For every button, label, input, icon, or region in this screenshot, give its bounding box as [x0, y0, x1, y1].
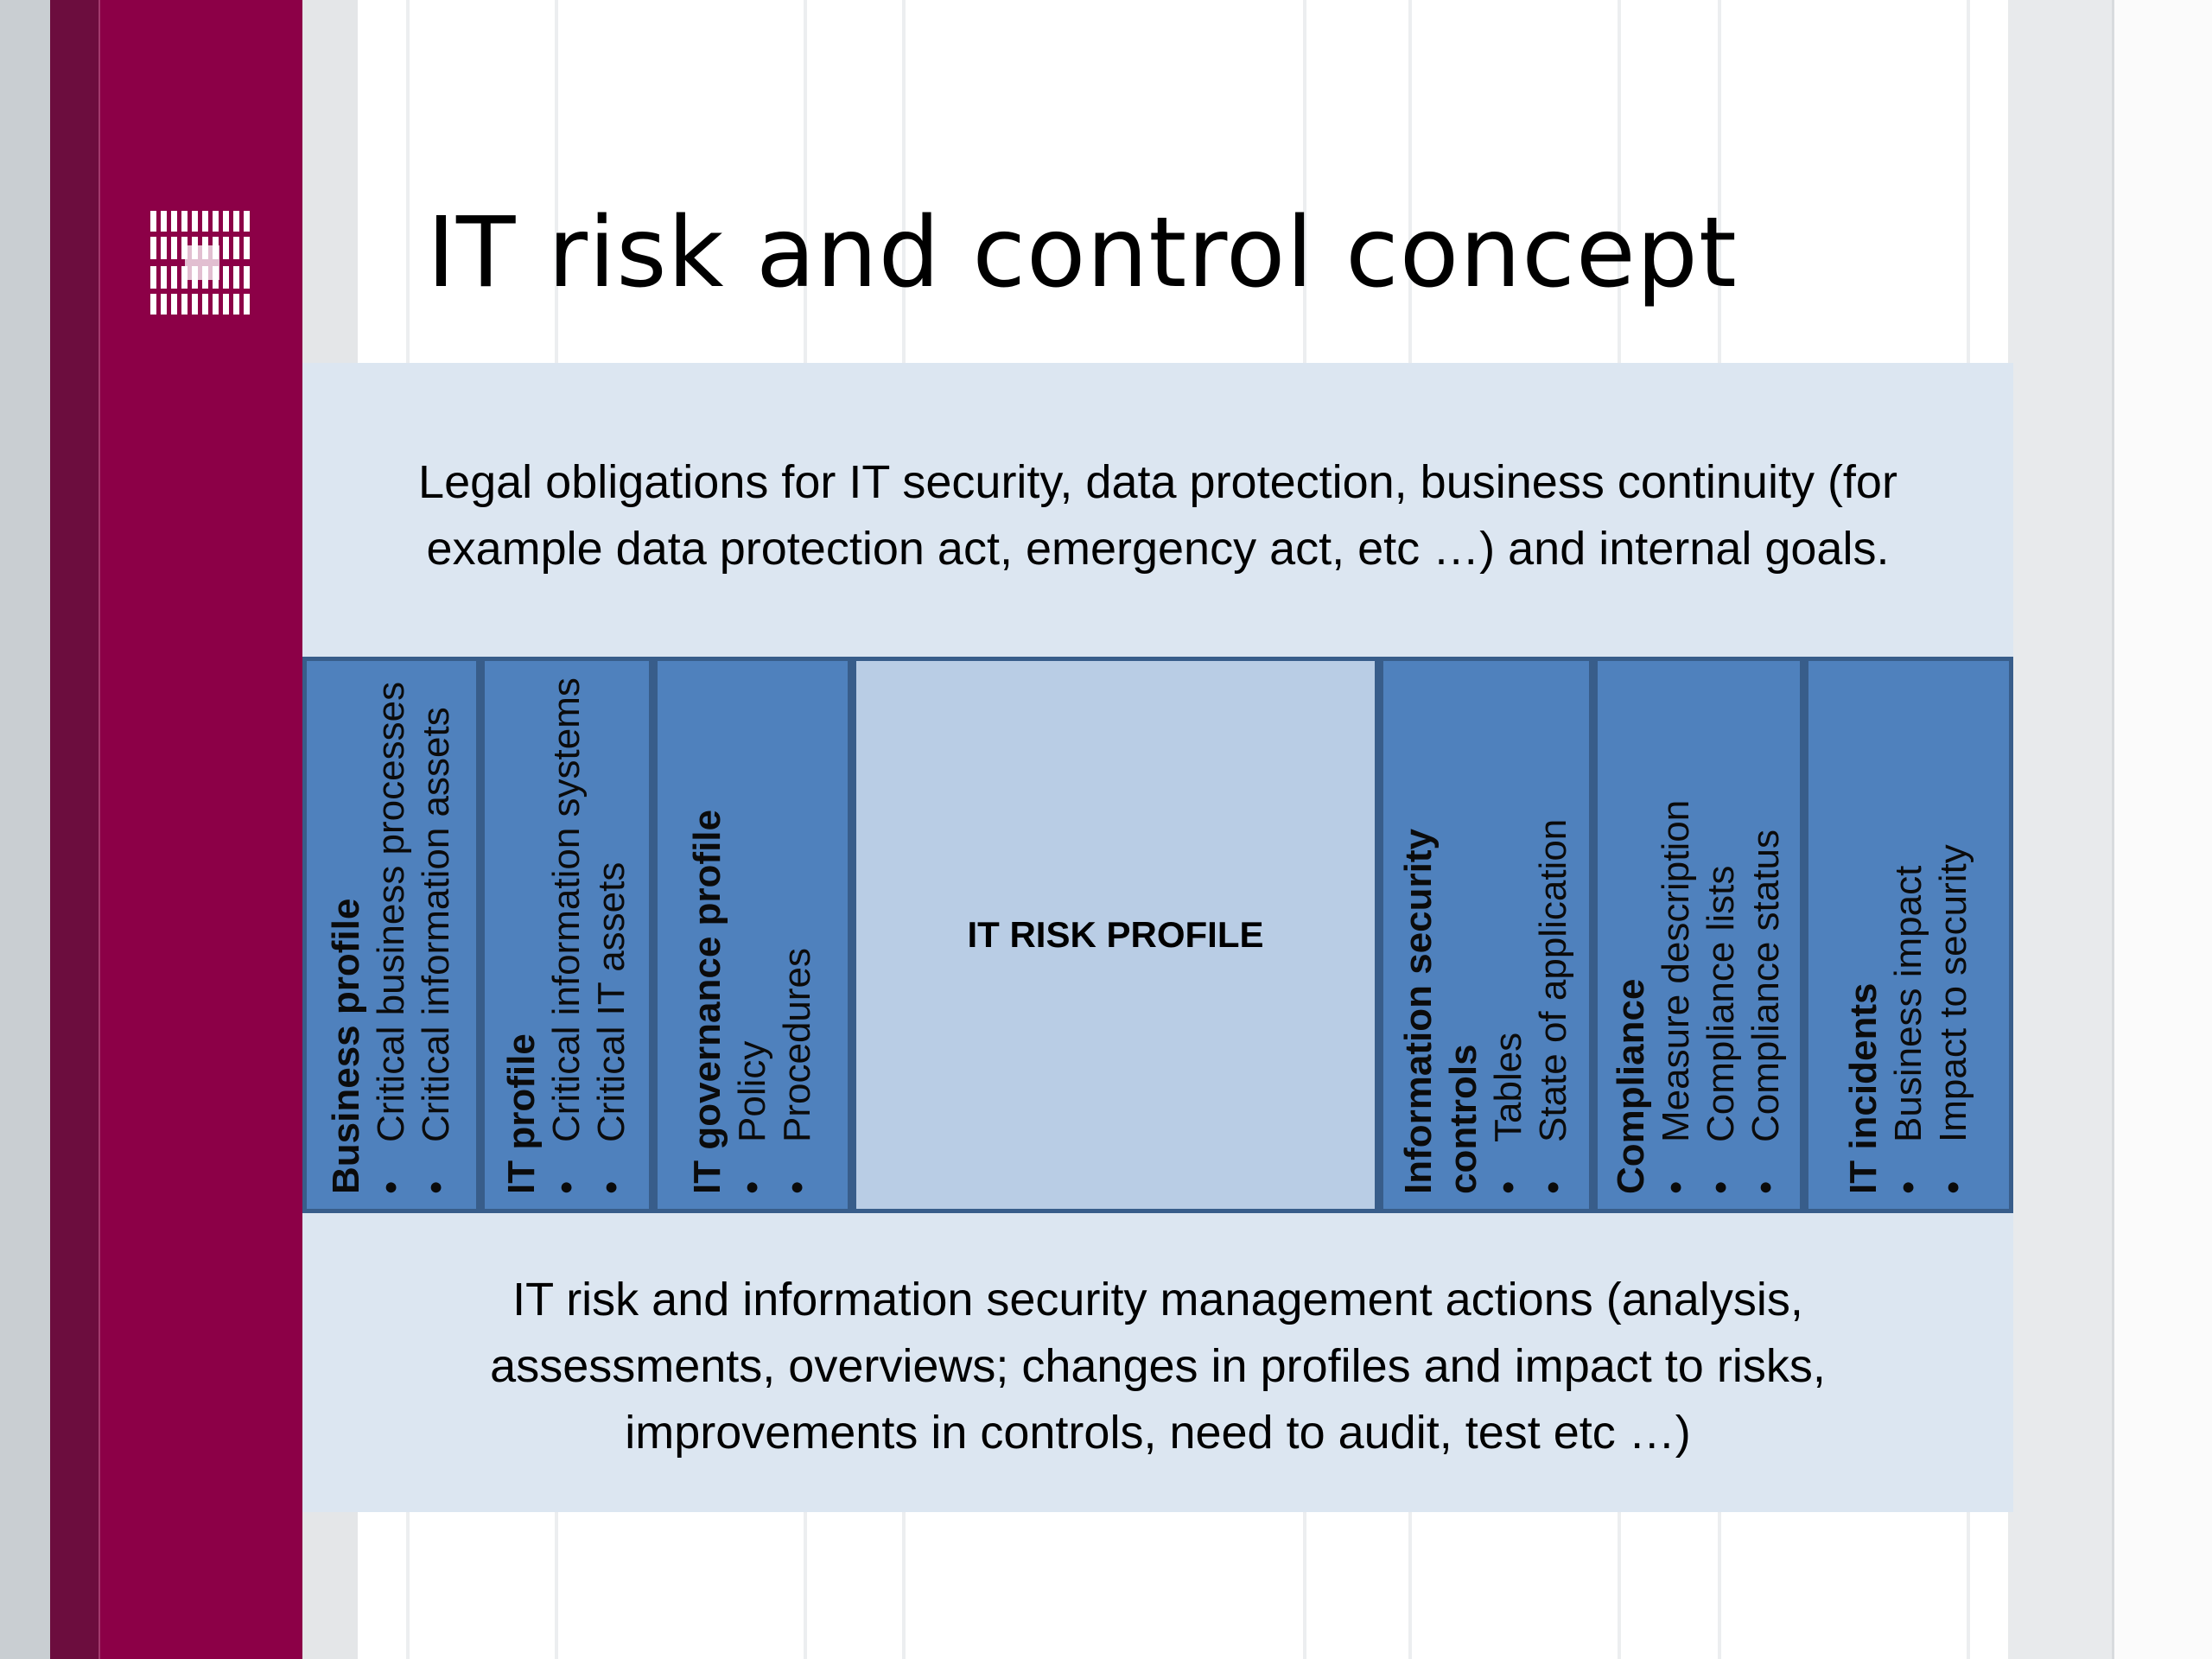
column-bullet: • Compliance status: [1744, 676, 1789, 1194]
it-incidents-column: [1804, 657, 2013, 1213]
column-title: IT incidents: [1842, 982, 1885, 1194]
legal-obligations-line-2: example data protection act, emergency act, etc …) and internal goals.: [426, 523, 1890, 575]
business-profile-content: [324, 676, 459, 1194]
slide-title: IT risk and control concept: [427, 197, 1738, 309]
column-bullet: • Impact to security: [1931, 676, 1976, 1194]
compliance-column: [1593, 657, 1804, 1213]
column-bullet: • Policy: [730, 676, 775, 1194]
column-bullet: • Critical business processes: [369, 676, 414, 1194]
column-bullet: • Tables: [1486, 676, 1531, 1194]
it-governance-profile-content: [685, 676, 820, 1194]
background-edge-right: [2112, 0, 2212, 1659]
column-bullet: • Compliance lists: [1699, 676, 1744, 1194]
information-security-controls-column: [1379, 657, 1593, 1213]
column-title: IT governance profile: [686, 810, 728, 1194]
column-title: Information security controls: [1397, 829, 1484, 1194]
column-bullet: • Critical information assets: [414, 676, 459, 1194]
legal-obligations-line-1: Legal obligations for IT security, data protection, business continuity (for: [418, 456, 1897, 508]
column-title: Compliance: [1610, 978, 1652, 1194]
it-profile-column: [480, 657, 653, 1213]
column-bullet: • Critical IT assets: [589, 676, 634, 1194]
it-risk-profile-label: IT RISK PROFILE: [967, 914, 1264, 955]
background-strip-left: [0, 0, 50, 1659]
it-incidents-content: [1841, 676, 1976, 1194]
information-security-controls-content: [1396, 676, 1576, 1194]
column-title: IT profile: [500, 1033, 543, 1194]
column-bullet: • State of application: [1531, 676, 1576, 1194]
management-actions-box: [302, 1213, 2013, 1512]
it-risk-profile-box: [852, 657, 1379, 1213]
management-actions-line-1: IT risk and information security management actions (analysis,: [512, 1274, 1803, 1325]
legal-obligations-box: [302, 363, 2013, 657]
sidebar-dark-band: [50, 0, 100, 1659]
management-actions-line-3: improvements in controls, need to audit, test etc …): [625, 1407, 1691, 1459]
column-title: Business profile: [325, 898, 367, 1194]
column-bullet: • Procedures: [775, 676, 820, 1194]
it-governance-profile-column: [653, 657, 852, 1213]
column-bullet: • Business impact: [1886, 676, 1931, 1194]
background-edge-line: [2112, 0, 2114, 1659]
column-bullet: • Critical information systems: [544, 676, 589, 1194]
company-logo-icon: [150, 211, 254, 315]
management-actions-line-2: assessments, overviews; changes in profiles and impact to risks,: [490, 1340, 1826, 1392]
compliance-content: [1609, 676, 1789, 1194]
business-profile-column: [302, 657, 480, 1213]
background-strip-right: [2008, 0, 2112, 1659]
column-bullet: • Measure description: [1654, 676, 1699, 1194]
it-profile-content: [499, 676, 634, 1194]
